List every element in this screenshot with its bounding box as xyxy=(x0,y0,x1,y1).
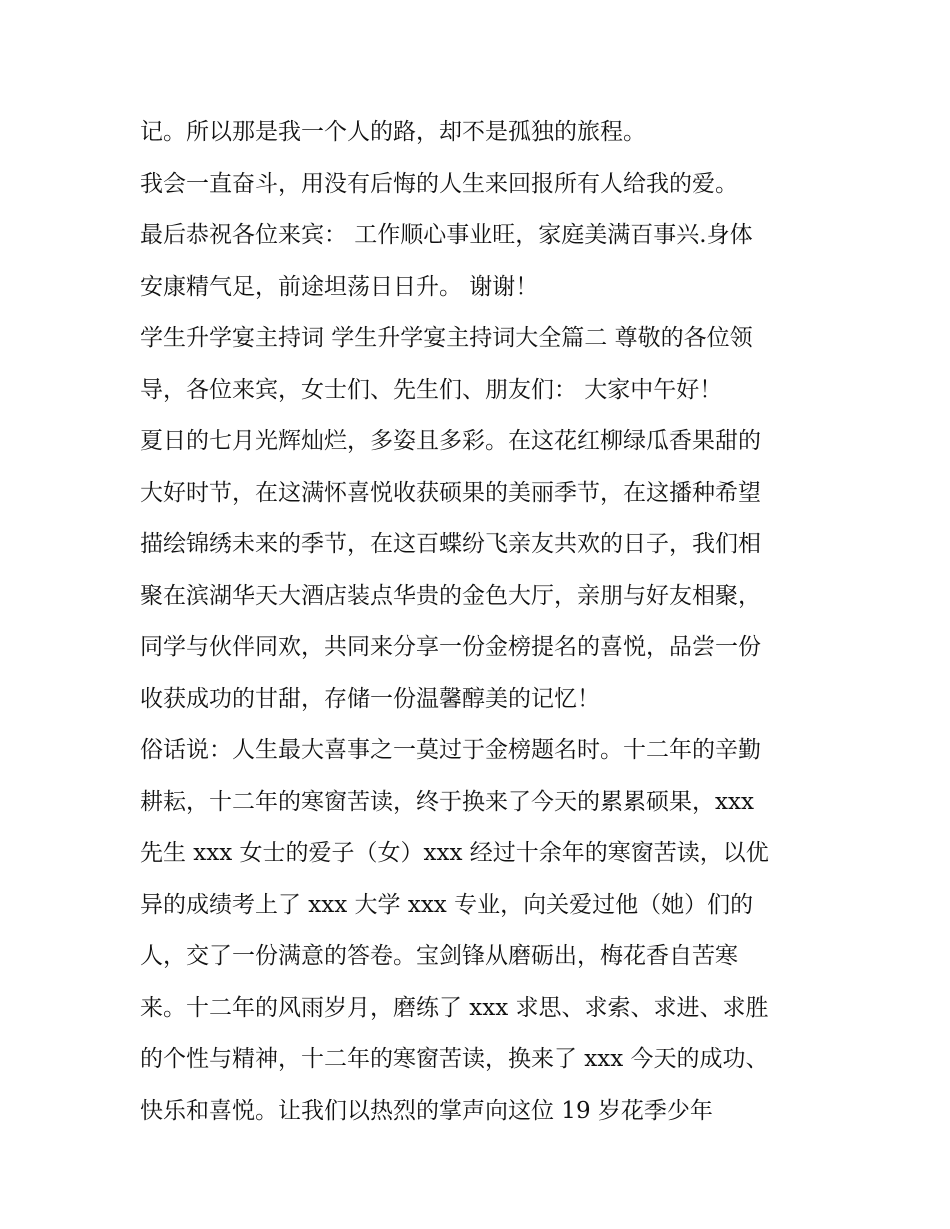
text-line-19: 的个性与精神，十二年的寒窗苦读，换来了 xxx 今天的成功、 xyxy=(140,1046,769,1072)
text-line-3: 最后恭祝各位来宾： 工作顺心事业旺，家庭美满百事兴.身体 xyxy=(140,222,753,248)
text-line-18: 来。十二年的风雨岁月，磨练了 xxx 求思、求索、求进、求胜 xyxy=(140,994,769,1021)
text-line-7: 夏日的七月光辉灿烂，多姿且多彩。在这花红柳绿瓜香果甜的 xyxy=(140,428,761,454)
text-line-12: 收获成功的甘甜，存储一份温馨醇美的记忆！ xyxy=(140,685,600,712)
text-line-14: 耕耘，十二年的寒窗苦读，终于换来了今天的累累硕果，xxx xyxy=(140,788,754,815)
text-line-20: 快乐和喜悦。让我们以热烈的掌声向这位 19 岁花季少年 xyxy=(140,1097,713,1124)
text-line-11: 同学与伙伴同欢，共同来分享一份金榜提名的喜悦，品尝一份 xyxy=(140,634,761,660)
document-body xyxy=(140,107,820,1137)
text-line-1: 记。所以那是我一个人的路，却不是孤独的旅程。 xyxy=(140,119,646,145)
text-line-8: 大好时节，在这满怀喜悦收获硕果的美丽季节，在这播种希望 xyxy=(140,479,761,506)
text-line-5: 学生升学宴主持词 学生升学宴主持词大全篇二 尊敬的各位领 xyxy=(140,325,753,351)
text-line-4: 安康精气足，前途坦荡日日升。 谢谢！ xyxy=(140,273,539,300)
text-line-2: 我会一直奋斗，用没有后悔的人生来回报所有人给我的爱。 xyxy=(140,170,738,197)
text-line-9: 描绘锦绣未来的季节，在这百蝶纷飞亲友共欢的日子，我们相 xyxy=(140,531,761,557)
text-line-6: 导，各位来宾，女士们、先生们、朋友们： 大家中午好！ xyxy=(140,376,723,403)
text-line-17: 人，交了一份满意的答卷。宝剑锋从磨砺出，梅花香自苦寒 xyxy=(140,943,738,969)
text-line-13: 俗话说：人生最大喜事之一莫过于金榜题名时。十二年的辛勤 xyxy=(140,737,761,763)
text-line-16: 异的成绩考上了 xxx 大学 xxx 专业，向关爱过他（她）们的 xyxy=(140,891,754,918)
text-line-10: 聚在滨湖华天大酒店装点华贵的金色大厅，亲朋与好友相聚， xyxy=(140,582,761,609)
text-line-15: 先生 xxx 女士的爱子（女）xxx 经过十余年的寒窗苦读，以优 xyxy=(140,840,769,866)
